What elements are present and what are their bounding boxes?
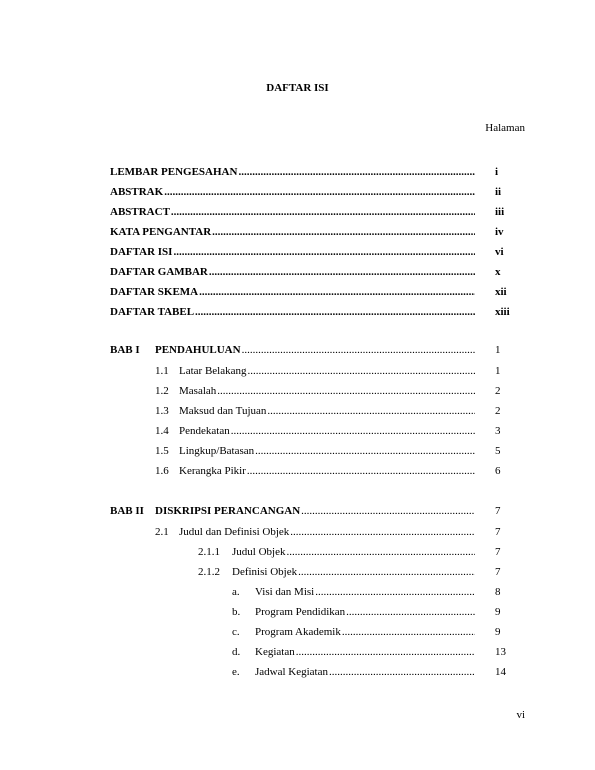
toc-leader-dots [231,424,475,438]
toc-entry-number: 2.1.2 [198,566,220,578]
toc-entry [110,265,476,279]
toc-entry-label: Definisi Objek [232,566,298,578]
toc-entry [110,343,476,357]
toc-leader-dots [342,625,475,639]
toc-leader-dots [171,205,475,219]
toc-entry-page: 7 [495,546,501,558]
toc-entry-number: BAB II [110,505,144,517]
toc-entry-label: Kegiatan [255,646,295,658]
toc-entry [110,285,476,299]
toc-leader-dots [212,225,475,239]
toc-entry-label: DAFTAR GAMBAR [110,266,208,278]
toc-entry [155,384,476,398]
toc-entry-number: 1.3 [155,405,169,417]
toc-entry [110,205,476,219]
toc-entry-page: 1 [495,365,501,377]
toc-entry-label: KATA PENGANTAR [110,226,212,238]
toc-entry-page: iii [495,206,505,218]
toc-entry-page: vi [495,246,504,258]
toc-leader-dots [286,545,475,559]
toc-entry [155,525,476,539]
toc-entry [232,625,476,639]
toc-entry-page: ii [495,186,502,198]
toc-entry-number: d. [232,646,241,658]
toc-entry [110,504,476,518]
page-title: DAFTAR ISI [266,82,329,94]
toc-entry-page: 5 [495,445,501,457]
toc-entry [198,545,476,559]
toc-leader-dots [247,464,475,478]
toc-entry-label: DAFTAR TABEL [110,306,195,318]
toc-entry [110,185,476,199]
toc-entry-page: 1 [495,344,501,356]
toc-entry-number: 1.4 [155,425,169,437]
toc-entry-number: e. [232,666,240,678]
toc-leader-dots [301,504,475,518]
toc-entry-label: LEMBAR PENGESAHAN [110,166,238,178]
toc-entry-page: 2 [495,405,501,417]
toc-entry-number: 2.1.1 [198,546,220,558]
toc-entry [155,424,476,438]
toc-entry-number: 1.2 [155,385,169,397]
toc-entry-page: 7 [495,505,501,517]
toc-entry-label: DAFTAR ISI [110,246,173,258]
toc-entry-label: Visi dan Misi [255,586,315,598]
toc-entry-page: x [495,266,501,278]
toc-leader-dots [195,305,475,319]
toc-entry-number: BAB I [110,344,140,356]
toc-entry-label: Judul dan Definisi Objek [179,526,290,538]
toc-entry-label: DAFTAR SKEMA [110,286,199,298]
toc-entry-number: 1.5 [155,445,169,457]
toc-entry-page: i [495,166,499,178]
toc-entry [232,645,476,659]
toc-entry-label: Program Akademik [255,626,341,638]
toc-entry-page: xiii [495,306,510,318]
toc-entry [155,364,476,378]
toc-entry [110,225,476,239]
toc-entry-label: ABSTRACT [110,206,170,218]
toc-leader-dots [248,364,476,378]
toc-leader-dots [329,665,475,679]
toc-leader-dots [199,285,475,299]
toc-entry-label: PENDAHULUAN [155,344,241,356]
toc-entry-number: 1.6 [155,465,169,477]
toc-entry-page: 3 [495,425,501,437]
toc-entry-number: c. [232,626,240,638]
toc-leader-dots [164,185,475,199]
toc-entry-page: xii [495,286,507,298]
toc-entry-label: Latar Belakang [179,365,247,377]
toc-entry-number: a. [232,586,240,598]
toc-entry [110,165,476,179]
toc-entry-label: Program Pendidikan [255,606,346,618]
toc-entry-page: 7 [495,566,501,578]
toc-leader-dots [209,265,475,279]
toc-leader-dots [173,245,475,259]
toc-entry [155,464,476,478]
toc-entry-page: 13 [495,646,506,658]
toc-leader-dots [255,444,475,458]
toc-entry [110,305,476,319]
toc-leader-dots [315,585,475,599]
toc-entry [198,565,476,579]
toc-entry-label: Judul Objek [232,546,286,558]
toc-entry [155,404,476,418]
toc-entry-number: 1.1 [155,365,169,377]
toc-leader-dots [296,645,475,659]
toc-entry-page: 7 [495,526,501,538]
toc-entry-label: Pendekatan [179,425,230,437]
toc-entry-page: iv [495,226,504,238]
toc-entry-label: DISKRIPSI PERANCANGAN [155,505,301,517]
toc-entry-page: 6 [495,465,501,477]
toc-entry-page: 8 [495,586,501,598]
toc-entry [232,585,476,599]
toc-entry-label: Kerangka Pikir [179,465,246,477]
toc-leader-dots [242,343,475,357]
toc-entry-page: 9 [495,626,501,638]
toc-entry [110,245,476,259]
halaman-label: Halaman [485,122,525,134]
toc-entry [232,665,476,679]
toc-entry-number: b. [232,606,241,618]
toc-entry-label: Maksud dan Tujuan [179,405,267,417]
toc-entry [232,605,476,619]
toc-entry-page: 2 [495,385,501,397]
toc-entry [155,444,476,458]
toc-leader-dots [238,165,475,179]
toc-entry-label: Masalah [179,385,217,397]
footer-page-number: vi [516,709,525,721]
toc-entry-number: 2.1 [155,526,169,538]
toc-entry-label: ABSTRAK [110,186,164,198]
toc-entry-label: Lingkup/Batasan [179,445,255,457]
toc-leader-dots [217,384,475,398]
toc-leader-dots [290,525,475,539]
toc-leader-dots [346,605,475,619]
toc-entry-label: Jadwal Kegiatan [255,666,328,678]
toc-entry-page: 14 [495,666,506,678]
toc-leader-dots [298,565,475,579]
toc-leader-dots [267,404,475,418]
toc-entry-page: 9 [495,606,501,618]
